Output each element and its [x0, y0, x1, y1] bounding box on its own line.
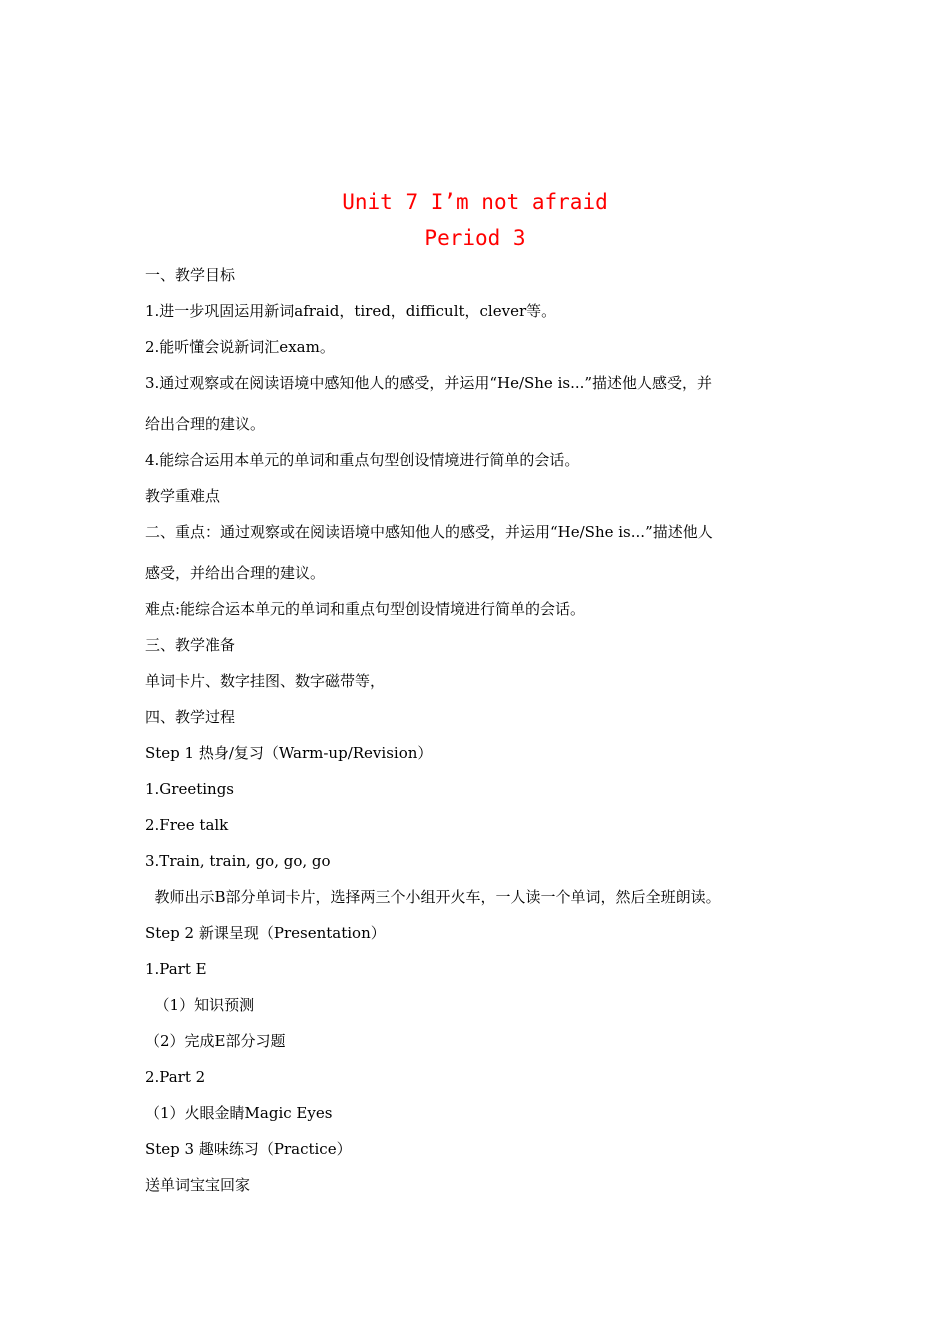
goal-item: 1.进一步巩固运用新词afraid，tired，difficult，clever等。	[145, 302, 557, 320]
step-heading: Step 3 趣味练习（Practice）	[145, 1140, 352, 1158]
goal-item-continued: 给出合理的建议。	[145, 415, 266, 433]
goal-item: 4.能综合运用本单元的单词和重点句型创设情境进行简单的会话。	[145, 451, 580, 469]
step-sub-item: （1）知识预测	[145, 996, 255, 1014]
section-heading-process: 四、教学过程	[145, 708, 236, 726]
step-heading: Step 2 新课呈现（Presentation）	[145, 924, 386, 942]
step-item: 2.Free talk	[145, 816, 229, 834]
difficult-point-text: 难点:能综合运本单元的单词和重点句型创设情境进行简单的会话。	[145, 600, 586, 618]
step-item: 1.Part E	[145, 960, 207, 978]
step-item: 2.Part 2	[145, 1068, 206, 1086]
key-point-text-continued: 感受，并给出合理的建议。	[145, 564, 326, 582]
step-heading: Step 1 热身/复习（Warm-up/Revision）	[145, 744, 433, 762]
step-sub-item: （2）完成E部分习题	[145, 1032, 286, 1050]
step-sub-item: （1）火眼金睛Magic Eyes	[145, 1104, 333, 1122]
step-item: 3.Train, train, go, go, go	[145, 852, 331, 870]
goal-item: 2.能听懂会说新词汇exam。	[145, 338, 335, 356]
goal-item: 3.通过观察或在阅读语境中感知他人的感受，并运用“He/She is...”描述他人感受，并	[145, 374, 713, 392]
preparation-text: 单词卡片、数字挂图、数字磁带等，	[145, 672, 386, 690]
section-heading-preparation: 三、教学准备	[145, 636, 236, 654]
step-item: 1.Greetings	[145, 780, 235, 798]
section-heading-goals: 一、教学目标	[145, 266, 236, 284]
section-heading-key-points: 教学重难点	[145, 487, 221, 505]
document-title: Unit 7 I’m not afraid	[342, 190, 608, 214]
key-point-text: 二、重点：通过观察或在阅读语境中感知他人的感受，并运用“He/She is...”描述他人	[145, 523, 713, 541]
step-description: 教师出示B部分单词卡片，选择两三个小组开火车，一人读一个单词，然后全班朗读。	[145, 888, 721, 906]
document-subtitle: Period 3	[424, 226, 526, 250]
practice-text: 送单词宝宝回家	[145, 1176, 251, 1194]
